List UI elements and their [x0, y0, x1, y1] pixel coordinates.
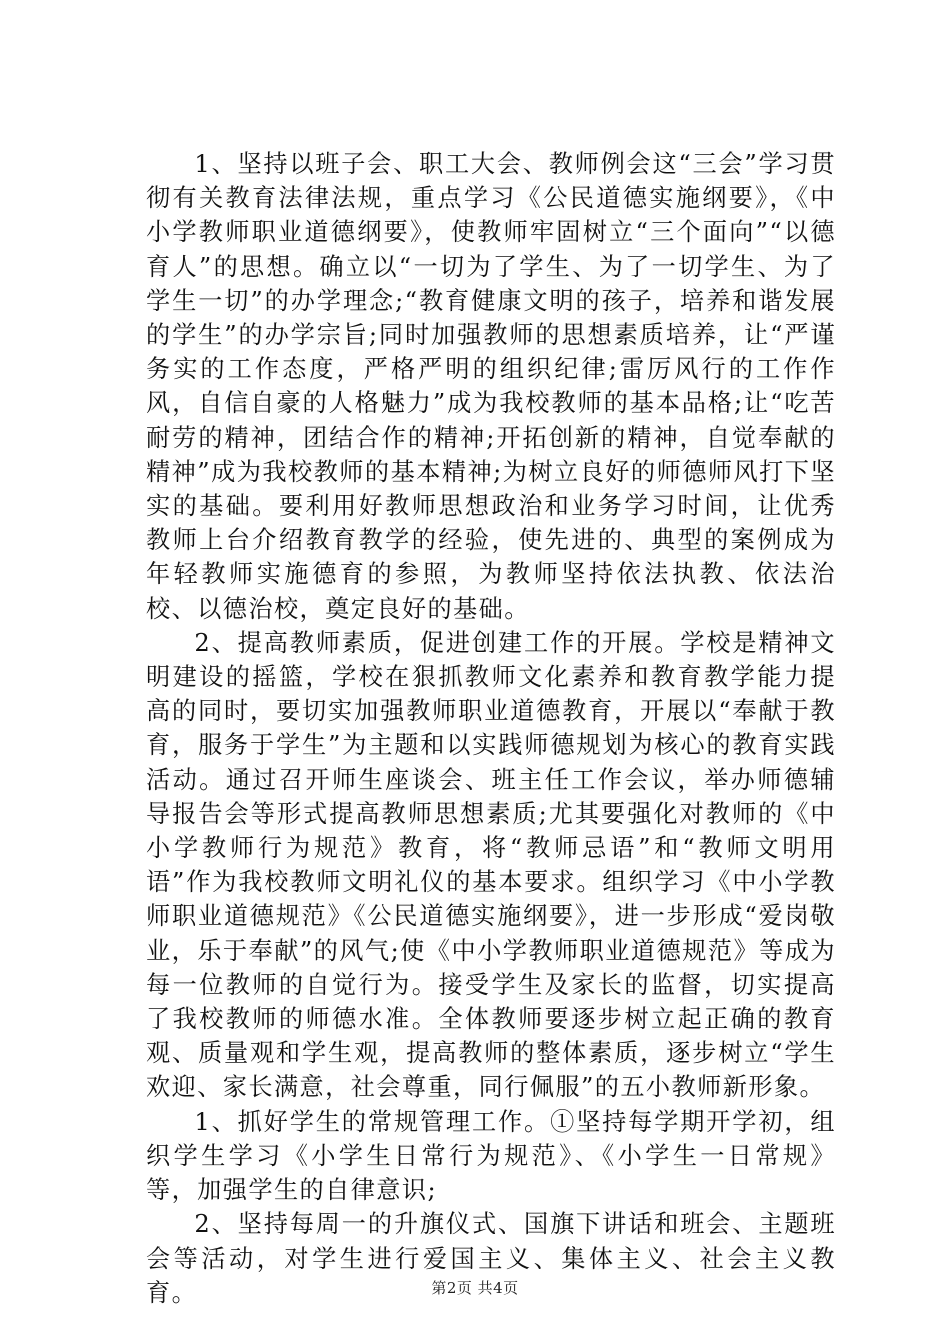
- document-body: [146, 147, 836, 1310]
- paragraph-teacher-quality: 2、提高教师素质，促进创建工作的开展。学校是精神文明建设的摇篮，学校在狠抓教师文化素养和教育教学能力提高的同时，要切实加强教师职业道德教育，开展以“奉献于教育，服务于学生”为主题和以实践师德规划为核心的教育实践活动。通过召开师生座谈会、班主任工作会议，举办师德辅导报告会等形式提高教师思想素质;尤其要强化对教师的《中小学教师行为规范》教育，将“教师忌语”和“教师文明用语”作为我校教师文明礼仪的基本要求。组织学习《中小学教师职业道德规范》《公民道德实施纲要》，进一步形成“爱岗敬业，乐于奉献”的风气;使《中小学教师职业道德规范》等成为每一位教师的自觉行为。接受学生及家长的监督，切实提高了我校教师的师德水准。全体教师要逐步树立起正确的教育观、质量观和学生观，提高教师的整体素质，逐步树立“学生欢迎、家长满意，社会尊重，同行佩服”的五小教师新形象。: [146, 628, 836, 1102]
- paragraph-flag-ceremony: 2、坚持每周一的升旗仪式、国旗下讲话和班会、主题班会等活动，对学生进行爱国主义、集体主义、社会主义教育。: [146, 1210, 836, 1307]
- page-number-footer: 第2页 共4页: [431, 1279, 519, 1297]
- paragraph-teacher-study: 1、坚持以班子会、职工大会、教师例会这“三会”学习贯彻有关教育法律法规，重点学习《公民道德实施纲要》，《中小学教师职业道德纲要》，使教师牢固树立“三个面向”“以德育人”的思想。确立以“一切为了学生、为了一切学生、为了学生一切”的办学理念;“教育健康文明的孩子，培养和谐发展的学生”的办学宗旨;同时加强教师的思想素质培养，让“严谨务实的工作态度，严格严明的组织纪律;雷厉风行的工作作风，自信自豪的人格魅力”成为我校教师的基本品格;让“吃苦耐劳的精神，团结合作的精神;开拓创新的精神，自觉奉献的精神”成为我校教师的基本精神;为树立良好的师德师风打下坚实的基础。要利用好教师思想政治和业务学习时间，让优秀教师上台介绍教育教学的经验，使先进的、典型的案例成为年轻教师实施德育的参照，为教师坚持依法执教、依法治校、以德治校，奠定良好的基础。: [146, 150, 836, 623]
- paragraph-student-routine: 1、抓好学生的常规管理工作。①坚持每学期开学初，组织学生学习《小学生日常行为规范》、《小学生一日常规》等，加强学生的自律意识;: [146, 1107, 836, 1205]
